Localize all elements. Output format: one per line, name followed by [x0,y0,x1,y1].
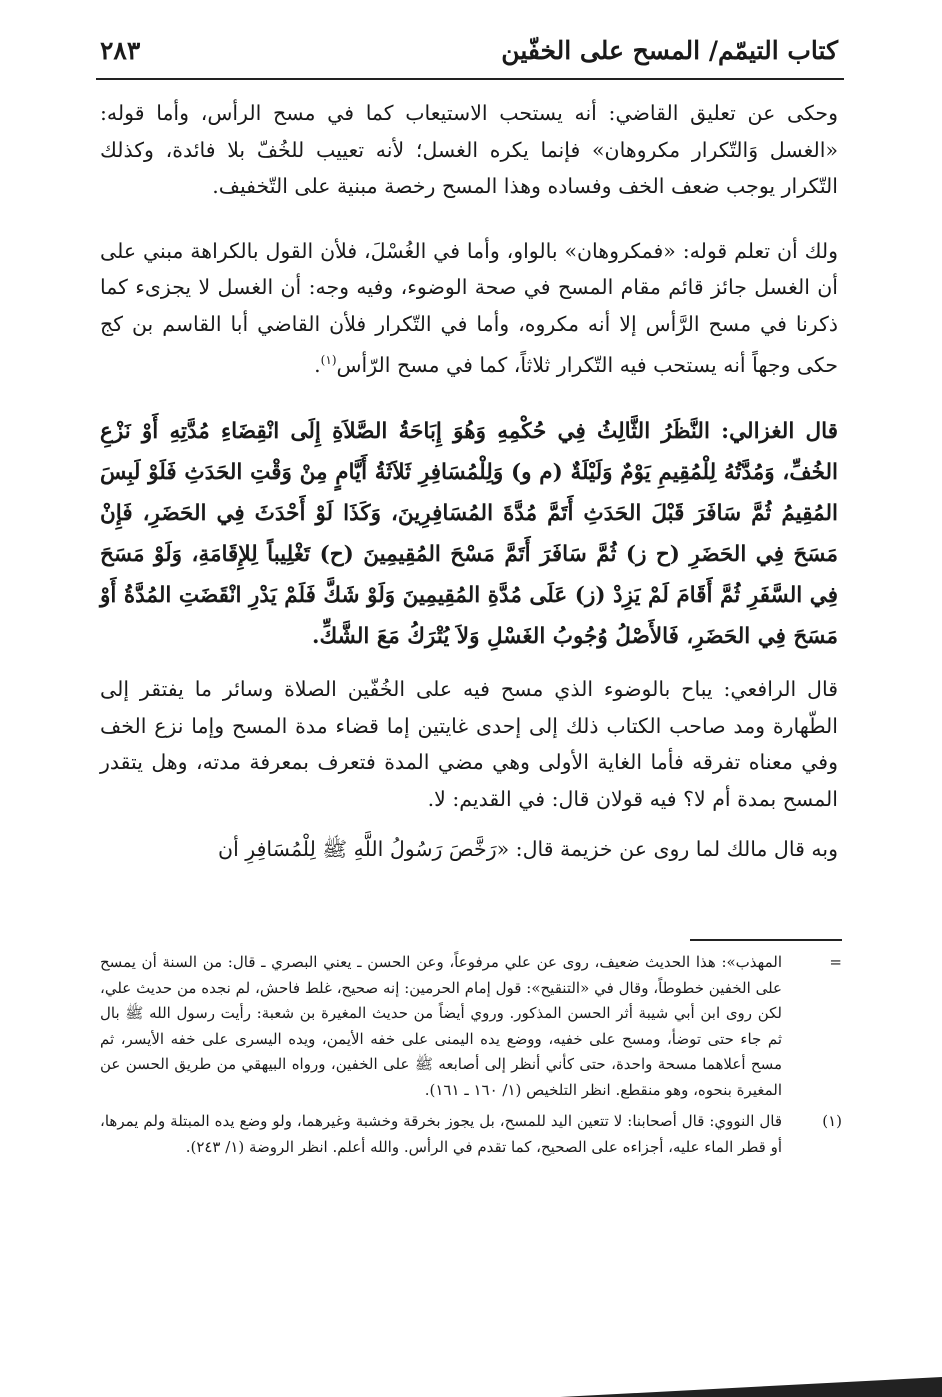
paragraph-malik: وبه قال مالك لما روى عن خزيمة قال: «رَخَّصَ رَسُولُ اللَّهِ ﷺ لِلْمُسَافِرِ أن [218,837,838,862]
main-text [100,95,838,868]
chapter-title: كتاب التيمّم/ المسح على الخفّين [501,36,838,65]
footnote-marker: = [829,953,842,971]
footnote-marker: (١) [822,1112,842,1130]
footnote-1 [100,1109,842,1160]
footnote-reference: (١) [320,353,337,367]
paragraph-2-text: ولك أن تعلم قوله: «فمكروهان» بالواو، وأما في الغُسْلَ، فلأن القول بالكراهة مبني على أن الغسل جائز قائم مقام المسح في صحة الوضوء، وفيه وجه: أن الغسل لا يجزىء كما ذكرنا في مسح الرَّأس إلا أنه مكروه، وأما في التّكرار فلأن القاضي أبا القاسم بن كج حكى وجهاً أنه يستحب فيه التّكرار ثلاثاً، كما في مسح الرّأس [100,238,838,377]
running-header [100,30,838,78]
paragraph-1: وحكى عن تعليق القاضي: أنه يستحب الاستيعاب كما في مسح الرأس، وأما قوله: «الغسل وَالتّكرار مكروهان» فإنما يكره الغسل؛ لأنه تعييب للخُفّ بلا فائدة، وكذلك التّكرار يوجب ضعف الخف وفساده وهذا المسح رخصة مبنية على التّخفيف. [100,101,838,198]
scan-shadow-edge [560,1375,942,1397]
footnote-text: المهذب»: هذا الحديث ضعيف، روى عن علي مرفوعاً، وعن الحسن ـ يعني البصري ـ قال: من السنة أن يمسح على الخفين خطوطاً، وقال في «التنقيح»: قول إمام الحرمين: إنه صحيح، غلط فاحش، لم نجده من حديث علي، لكن روى ابن أبي شيبة أثر الحسن المذكور. وروي أيضاً من حديث المغيرة بن شعبة: رأيت رسول الله ﷺ بال ثم جاء حتى توضأ، ومسح على خفيه، ووضع يده اليمنى على خفه الأيمن، ويده اليسرى على خفه الأيسر، ثم مسح أعلاهما مسحة واحدة، حتى كأني أنظر إلى أصابعه ﷺ على الخفين، ورواه البيهقي من طريق الحسن عن المغيرة بنحوه، وهو منقطع. انظر التلخيص (١/ ١٦٠ ـ ١٦١). [100,953,782,1099]
page-number: ٢٨٣ [100,36,141,65]
header-divider [96,78,844,80]
paragraph-2 [100,233,838,384]
footnote-text: قال النووي: قال أصحابنا: لا تتعين اليد للمسح، بل يجوز بخرقة وخشبة وغيرهما، ولو وضع يده المبتلة ولم يمرها، أو قطر الماء عليه، أجزاءه على الصحيح، كما تقدم في الرأس. والله أعلم. انظر الروضة (١/ ٢٤٣). [100,1112,782,1156]
paragraph-2-end: . [314,352,321,377]
paragraph-rafii: قال الرافعي: يباح بالوضوء الذي مسح فيه على الخُفّين الصلاة وسائر ما يفتقر إلى الطّهارة ومد صاحب الكتاب ذلك إلى إحدى غايتين إما قضاء مدة المسح وإما نزع الخف وفي معناه تفرقه فأما الغاية الأولى وهي مضي المدة فتعرف بمعرفة مدته، وهل يتقدر المسح بمدة أم لا؟ فيه قولان قال: في القديم: لا. [100,677,838,811]
footnotes [100,950,842,1160]
footnote-continued [100,950,842,1103]
ghazali-quote: قال الغزالي: النَّظَرُ الثَّالِثُ فِي حُكْمِهِ وَهُوَ إِبَاحَةُ الصَّلاَةِ إِلَى انْقِضَاءِ مُدَّتِهِ أَوْ نَزْعِ الخُفِّ، وَمُدَّتُهُ لِلْمُقِيمِ يَوْمٌ وَلَيْلَةٌ (م و) وَلِلْمُسَافِرِ ثَلاَثَةُ أَيَّامٍ مِنْ وَقْتِ الحَدَثِ فَلَوْ لَبِسَ المُقِيمُ ثُمَّ سَافَرَ قَبْلَ الحَدَثِ أَتَمَّ مُدَّةَ المُسَافِرِينَ، وَكَذَا لَوْ أَحْدَثَ فِي الحَضَرِ، فَإِنْ مَسَحَ فِي الحَضَرِ (ح ز) ثُمَّ سَافَرَ أَتَمَّ مَسْحَ المُقِيمِينَ (ح) تَغْلِيباً لِلإِقَامَةِ، وَلَوْ مَسَحَ فِي السَّفَرِ ثُمَّ أَقَامَ لَمْ يَزِدْ (ز) عَلَى مُدَّةِ المُقِيمِينَ وَلَوْ شَكَّ فَلَمْ يَدْرِ انْقَضَتِ المُدَّةُ أَوْ مَسَحَ فِي الحَضَرِ، فَالأَصْلُ وُجُوبُ الغَسْلِ وَلاَ يُتْرَكُ مَعَ الشَّكِّ. [100,419,838,650]
footnote-divider [690,939,842,941]
